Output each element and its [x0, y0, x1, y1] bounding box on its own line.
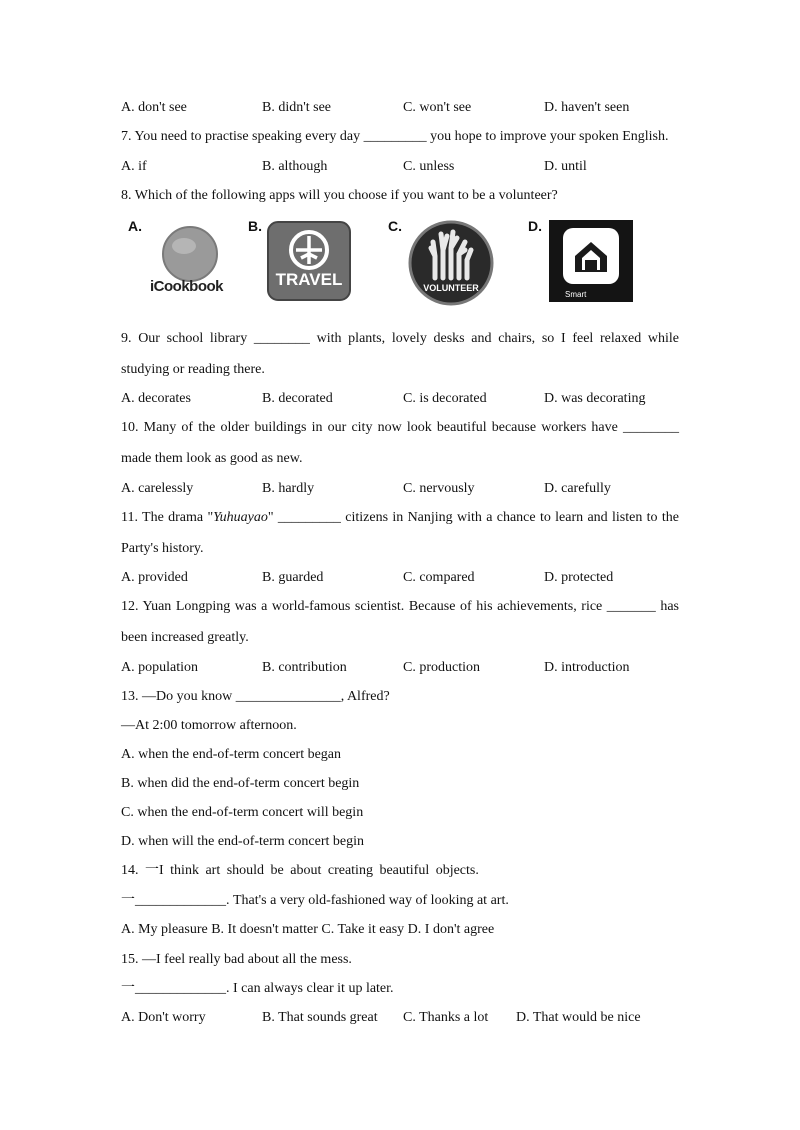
q13-option-b[interactable]: B. when did the end-of-term concert begin [121, 776, 360, 791]
q6-option-c[interactable]: C. won't see [403, 100, 472, 115]
q15-option-d[interactable]: D. That would be nice [516, 1010, 641, 1025]
q12-option-a[interactable]: A. population [121, 660, 198, 675]
q8-letter-d: D. [528, 218, 542, 234]
q7-option-d[interactable]: D. until [544, 159, 587, 174]
q13-stem: 13. ―Do you know _______________, Alfred? [121, 689, 390, 704]
q6-option-d[interactable]: D. haven't seen [544, 100, 630, 115]
q9-option-b[interactable]: B. decorated [262, 391, 333, 406]
q13-option-a[interactable]: A. when the end-of-term concert began [121, 747, 342, 762]
smart-caption: Smart [565, 290, 587, 299]
travel-app-icon[interactable] [266, 220, 352, 302]
q8-letter-a: A. [128, 218, 142, 234]
travel-caption: TRAVEL [275, 270, 343, 289]
q11-stem-line2: Party's history. [121, 541, 204, 556]
q11-stem-line1 [121, 509, 679, 527]
q10-stem-line2: made them look as good as new. [121, 451, 303, 466]
q15-option-b[interactable]: B. That sounds great [262, 1010, 378, 1025]
q10-option-b[interactable]: B. hardly [262, 481, 315, 496]
q9-stem-line2: studying or reading there. [121, 362, 265, 377]
q12-stem-line2: been increased greatly. [121, 630, 249, 645]
q11-stem-post: " _________ citizens in Nanjing with a chance to learn and listen to the [267, 510, 679, 525]
q15-option-c[interactable]: C. Thanks a lot [403, 1010, 489, 1025]
q12-options [121, 659, 681, 677]
q10-option-c[interactable]: C. nervously [403, 481, 475, 496]
q15-reply: 一_____________. I can always clear it up later. [121, 981, 394, 996]
q13-option-d[interactable]: D. when will the end-of-term concert begin [121, 834, 364, 849]
smart-app-icon[interactable] [549, 220, 633, 302]
q6-options [121, 99, 681, 117]
q12-option-d[interactable]: D. introduction [544, 660, 630, 675]
q11-option-d[interactable]: D. protected [544, 570, 614, 585]
icookbook-app-icon[interactable] [146, 220, 234, 302]
q7-options [121, 158, 681, 176]
q15-option-a[interactable]: A. Don't worry [121, 1010, 206, 1025]
q7-option-a[interactable]: A. if [121, 159, 147, 174]
q13-answer: ―At 2:00 tomorrow afternoon. [121, 718, 297, 733]
q7-option-c[interactable]: C. unless [403, 159, 455, 174]
q9-option-d[interactable]: D. was decorating [544, 391, 646, 406]
q8-stem: 8. Which of the following apps will you choose if you want to be a volunteer? [121, 188, 558, 203]
q10-stem-line1: 10. Many of the older buildings in our city now look beautiful because workers have ________ [121, 420, 679, 435]
q14-stem: 14. 一I think art should be about creating beautiful objects. [121, 863, 479, 878]
q12-stem-line1: 12. Yuan Longping was a world-famous scientist. Because of his achievements, rice _______ has [121, 599, 679, 614]
q11-option-a[interactable]: A. provided [121, 570, 188, 585]
q7-option-b[interactable]: B. although [262, 159, 328, 174]
q11-drama-title: Yuhuayao [213, 510, 268, 525]
q11-option-c[interactable]: C. compared [403, 570, 475, 585]
q8-letter-b: B. [248, 218, 262, 234]
volunteer-caption: VOLUNTEER [423, 283, 479, 293]
q9-option-a[interactable]: A. decorates [121, 391, 191, 406]
volunteer-app-icon[interactable] [405, 220, 497, 306]
q10-option-a[interactable]: A. carelessly [121, 481, 194, 496]
icookbook-caption: iCookbook [150, 278, 223, 295]
q6-option-b[interactable]: B. didn't see [262, 100, 332, 115]
q9-option-c[interactable]: C. is decorated [403, 391, 487, 406]
q11-stem-pre: 11. The drama " [121, 510, 214, 525]
q12-option-b[interactable]: B. contribution [262, 660, 347, 675]
q9-stem-line1: 9. Our school library ________ with plants, lovely desks and chairs, so I feel relaxed while [121, 331, 679, 346]
q8-letter-c: C. [388, 218, 402, 234]
q15-stem: 15. —I feel really bad about all the mess. [121, 952, 352, 967]
q6-option-a[interactable]: A. don't see [121, 100, 187, 115]
q14-reply: 一_____________. That's a very old-fashioned way of looking at art. [121, 893, 509, 908]
q10-option-d[interactable]: D. carefully [544, 481, 611, 496]
q11-options [121, 569, 681, 587]
q14-options[interactable]: A. My pleasure B. It doesn't matter C. Take it easy D. I don't agree [121, 922, 495, 937]
q13-option-c[interactable]: C. when the end-of-term concert will begin [121, 805, 364, 820]
q11-option-b[interactable]: B. guarded [262, 570, 324, 585]
q10-options [121, 480, 681, 498]
q15-options [121, 1009, 681, 1027]
q7-stem: 7. You need to practise speaking every day _________ you hope to improve your spoken English. [121, 129, 669, 144]
q12-option-c[interactable]: C. production [403, 660, 480, 675]
q9-options [121, 390, 681, 408]
